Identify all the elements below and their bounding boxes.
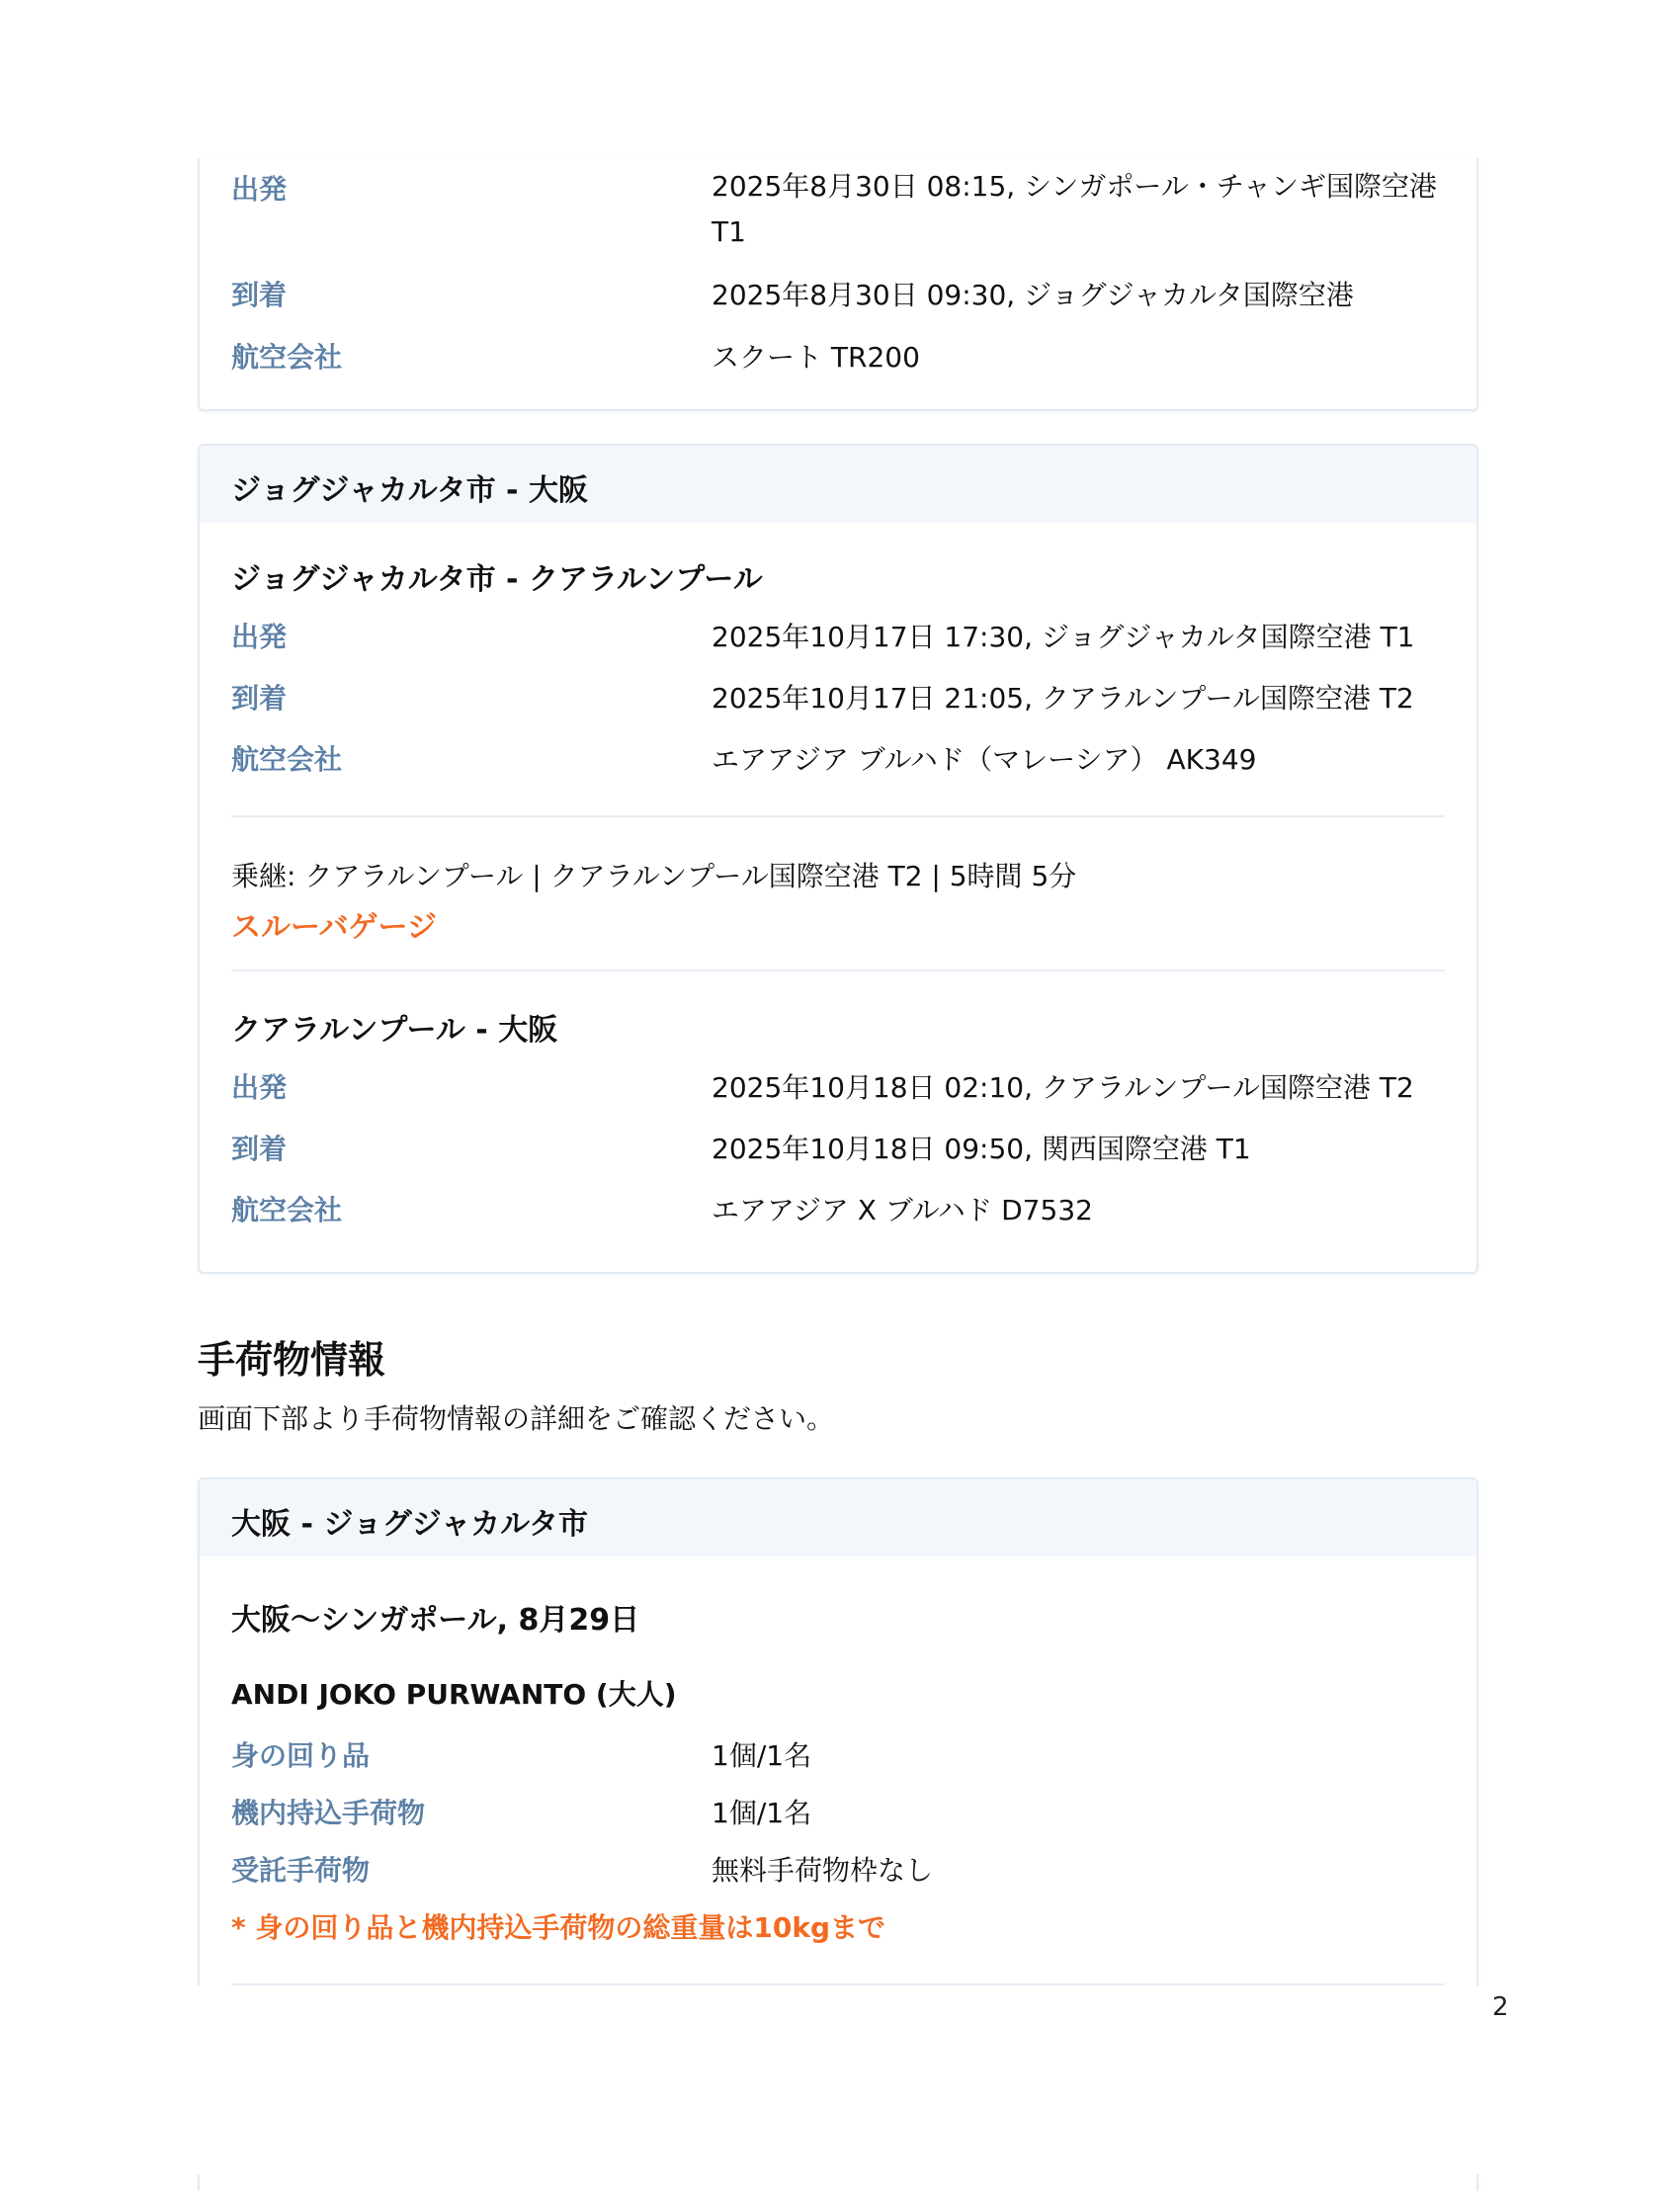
page-number: 2 — [1492, 1992, 1509, 2022]
personal-item-value: 1個/1名 — [712, 1739, 812, 1772]
baggage-leg-title: 大阪〜シンガポール, 8月29日 — [231, 1603, 640, 1638]
segment1-airline-label: 航空会社 — [231, 743, 343, 776]
personal-item-label: 身の回り品 — [231, 1739, 371, 1772]
segment1-departure-label: 出発 — [231, 621, 288, 653]
departure-value: 2025年8月30日 08:15, シンガポール・チャンギ国際空港 T1 — [712, 170, 1437, 248]
return-trip-route-title: ジョグジャカルタ市 - 大阪 — [231, 473, 588, 508]
segment1-departure-value: 2025年10月17日 17:30, ジョグジャカルタ国際空港 T1 — [712, 621, 1415, 653]
carry-on-label: 機内持込手荷物 — [231, 1797, 426, 1829]
carry-on-value: 1個/1名 — [712, 1797, 812, 1829]
arrival-value: 2025年8月30日 09:30, ジョグジャカルタ国際空港 — [712, 279, 1354, 311]
baggage-route-title: 大阪 - ジョグジャカルタ市 — [231, 1507, 588, 1542]
segment2-arrival-value: 2025年10月18日 09:50, 関西国際空港 T1 — [712, 1133, 1251, 1165]
segment1-arrival-label: 到着 — [231, 682, 288, 715]
baggage-weight-note: * 身の回り品と機内持込手荷物の総重量は10kgまで — [231, 1911, 886, 1944]
divider — [231, 1983, 1445, 1985]
segment1-arrival-value: 2025年10月17日 21:05, クアラルンプール国際空港 T2 — [712, 682, 1414, 715]
page-bottom-margin — [0, 1986, 1680, 2174]
baggage-section-description: 画面下部より手荷物情報の詳細をご確認ください。 — [198, 1402, 835, 1435]
segment2-departure-label: 出発 — [231, 1071, 288, 1104]
outbound-flight-card — [198, 158, 1478, 411]
return-trip-card — [198, 444, 1478, 1274]
segment2-arrival-label: 到着 — [231, 1133, 288, 1165]
return-trip-header — [200, 446, 1476, 523]
departure-label: 出発 — [231, 173, 288, 206]
transfer-info: 乗継: クアラルンプール | クアラルンプール国際空港 T2 | 5時間 5分 — [231, 860, 1077, 892]
segment1-airline-value: エアアジア ブルハド（マレーシア） AK349 — [712, 743, 1257, 776]
airline-label: 航空会社 — [231, 341, 343, 374]
segment2-airline-label: 航空会社 — [231, 1194, 343, 1226]
checked-baggage-value: 無料手荷物枠なし — [712, 1854, 934, 1887]
segment2-departure-value: 2025年10月18日 02:10, クアラルンプール国際空港 T2 — [712, 1071, 1414, 1104]
baggage-card-header — [200, 1479, 1476, 1557]
passenger-name: ANDI JOKO PURWANTO (大人) — [231, 1678, 677, 1711]
segment2-title: クアラルンプール - 大阪 — [231, 1013, 558, 1048]
segment2-airline-value: エアアジア X ブルハド D7532 — [712, 1194, 1093, 1226]
baggage-section-title: 手荷物情報 — [198, 1338, 386, 1382]
checked-baggage-label: 受託手荷物 — [231, 1854, 371, 1887]
arrival-label: 到着 — [231, 279, 288, 311]
airline-value: スクート TR200 — [712, 341, 920, 374]
segment1-title: ジョグジャカルタ市 - クアラルンプール — [231, 562, 763, 597]
through-baggage-label: スルーバゲージ — [231, 910, 437, 945]
divider — [231, 815, 1445, 817]
divider — [231, 969, 1445, 971]
